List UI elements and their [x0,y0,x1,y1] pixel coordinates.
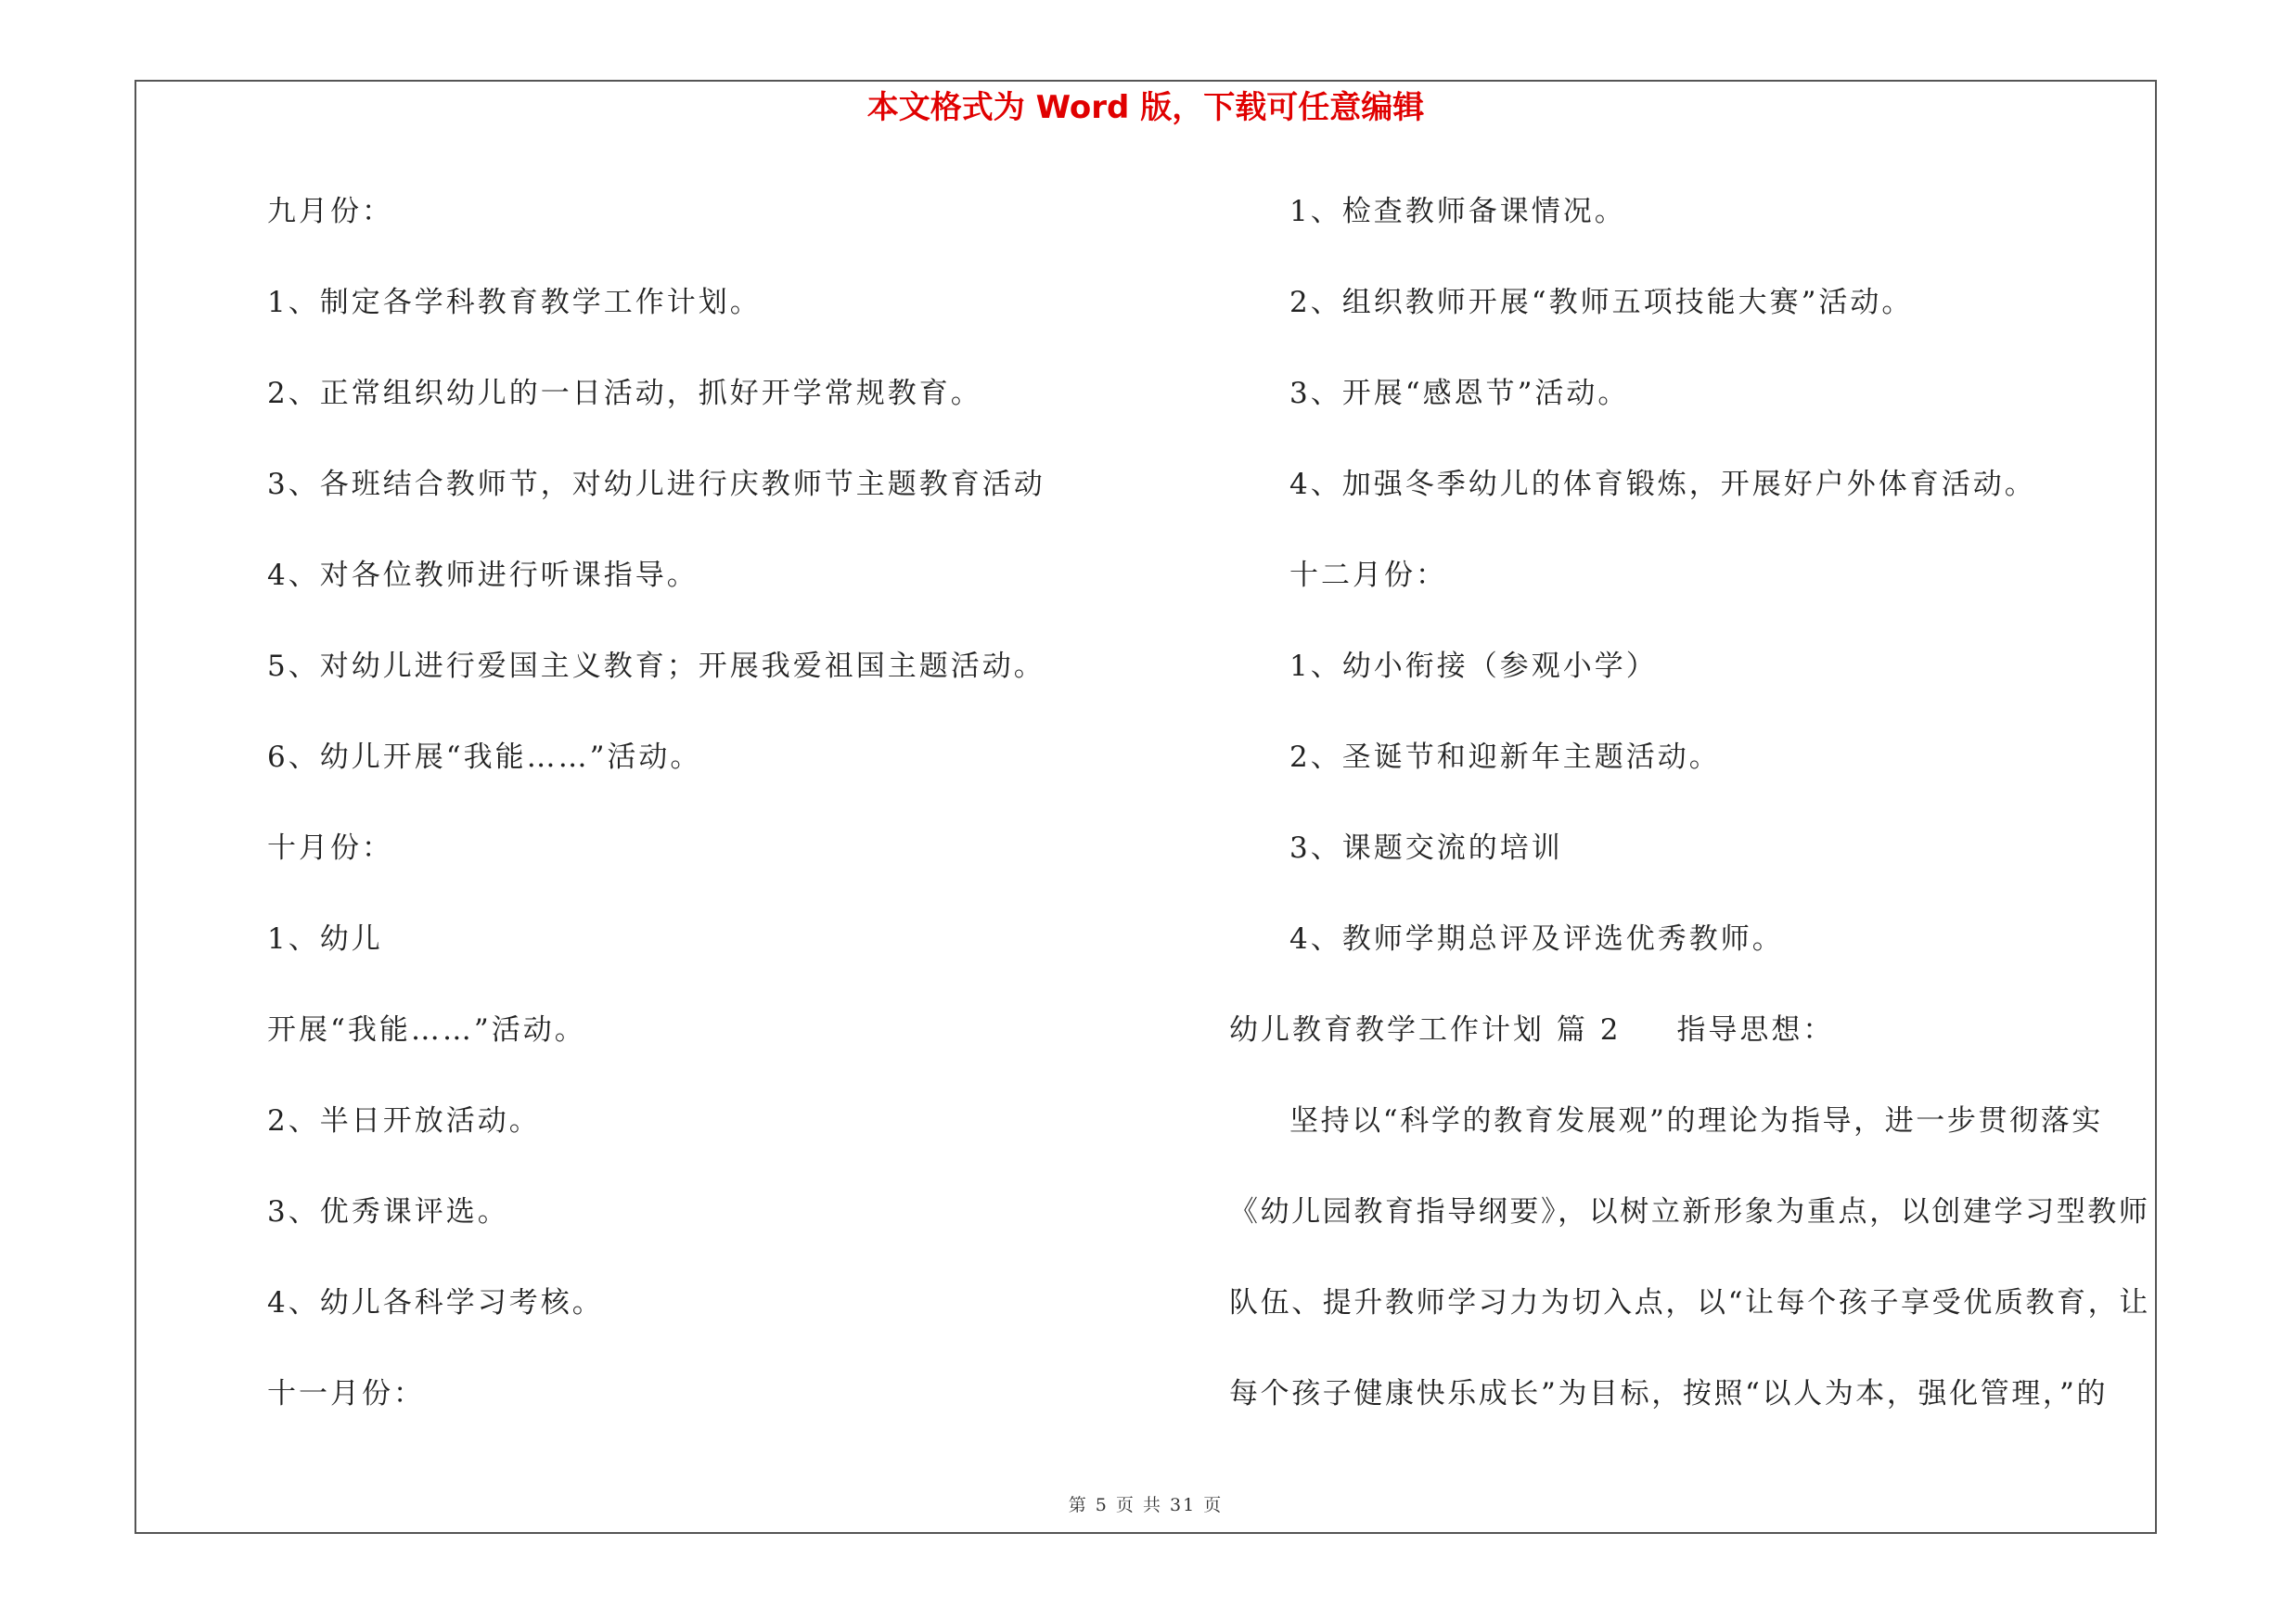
text-line: 5、对幼儿进行爱国主义教育；开展我爱祖国主题活动。 [267,650,1045,683]
text-line: 2、组织教师开展“教师五项技能大赛”活动。 [1289,286,1914,319]
paragraph-line: 队伍、提升教师学习力为切入点，以“让每个孩子享受优质教育，让 [1229,1286,2150,1320]
text-line: 1、检查教师备课情况。 [1289,195,1626,228]
text-line: 4、教师学期总评及评选优秀教师。 [1289,922,1784,956]
section-subtitle: 指导思想： [1676,1013,1835,1047]
text-line: 6、幼儿开展“我能……”活动。 [267,741,702,774]
text-line: 4、对各位教师进行听课指导。 [267,559,699,592]
text-line: 十一月份： [267,1377,425,1410]
text-line: 十月份： [267,831,393,865]
text-line: 1、幼儿 [267,922,383,956]
right-column [1229,184,2152,1457]
page-number-footer: 第 5 页 共 31 页 [1068,1495,1224,1515]
text-line: 十二月份： [1289,559,1447,592]
text-line: 2、正常组织幼儿的一日活动，抓好开学常规教育。 [267,377,982,410]
left-column [267,184,1195,1457]
text-line: 1、制定各学科教育教学工作计划。 [267,286,762,319]
section-heading [1229,1002,2152,1093]
text-line: 2、半日开放活动。 [267,1104,541,1138]
text-line: 2、圣诞节和迎新年主题活动。 [1289,741,1721,774]
paragraph-line: 《幼儿园教育指导纲要》，以树立新形象为重点，以创建学习型教师 [1229,1195,2150,1229]
text-line: 3、课题交流的培训 [1289,831,1563,865]
text-line: 3、优秀课评选。 [267,1195,509,1229]
section-title: 幼儿教育教学工作计划 篇 2 [1229,1013,1622,1047]
text-line: 1、幼小衔接（参观小学） [1289,650,1658,683]
text-line: 开展“我能……”活动。 [267,1013,586,1047]
text-line: 九月份： [267,195,393,228]
paragraph-line: 每个孩子健康快乐成长”为目标，按照“以人为本，强化管理，”的 [1229,1377,2109,1410]
text-line: 4、加强冬季幼儿的体育锻炼，开展好户外体育活动。 [1289,468,2036,501]
paragraph-line: 坚持以“科学的教育发展观”的理论为指导，进一步贯彻落实 [1289,1104,2103,1138]
text-line: 3、各班结合教师节，对幼儿进行庆教师节主题教育活动 [267,468,1045,501]
text-line: 3、开展“感恩节”活动。 [1289,377,1630,410]
header-banner: 本文格式为 Word 版，下载可任意编辑 [866,89,1425,126]
text-line: 4、幼儿各科学习考核。 [267,1286,604,1320]
